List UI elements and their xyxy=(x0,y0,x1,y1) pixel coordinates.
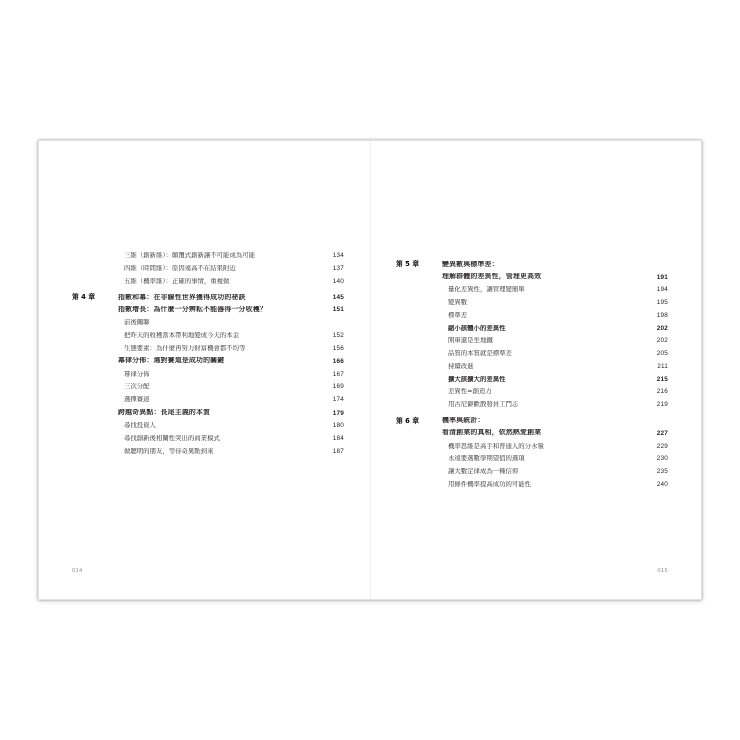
toc-row xyxy=(72,435,344,442)
toc-entry-title: 差異性=創造力 xyxy=(448,388,492,396)
toc-row xyxy=(396,363,668,370)
toc-row xyxy=(72,396,344,403)
toc-row xyxy=(396,417,668,425)
toc-row xyxy=(396,286,668,293)
toc-row xyxy=(396,455,668,462)
toc-row xyxy=(396,312,668,319)
toc-entry-title: 尋找創新後相關性突出的商業模式 xyxy=(124,435,220,443)
toc-entry-page-number: 202 xyxy=(656,324,668,332)
toc-entry-page-number: 180 xyxy=(332,422,344,430)
toc-chapter-label: 第 5 章 xyxy=(396,260,420,269)
toc-entry-page-number: 137 xyxy=(332,264,344,272)
toc-entry-page-number: 166 xyxy=(332,357,344,365)
toc-entry-title: 跨越奇異點：長尾主義的本質 xyxy=(118,408,211,416)
toc-entry-page-number: 235 xyxy=(656,468,668,476)
toc-entry-title: 三次分配 xyxy=(124,383,150,391)
toc-entry-title: 用條件機率提高成功的可能性 xyxy=(448,480,532,488)
spread-gutter xyxy=(370,141,371,599)
toc-row xyxy=(396,273,668,281)
toc-row xyxy=(72,332,344,339)
toc-entry-title: 四維（時間維）：原因遠高不在結果附近 xyxy=(124,264,236,272)
toc-row xyxy=(72,252,344,259)
toc-row xyxy=(396,325,668,332)
toc-entry-title: 三維（創新維）：顛覆式創新讓不可能成為可能 xyxy=(124,252,256,259)
toc-entry-title: 品質的本質就是標準差 xyxy=(448,350,512,358)
toc-entry-title: 擴大該擴大的差異性 xyxy=(448,375,506,383)
toc-entry-page-number: 216 xyxy=(656,388,668,396)
toc-row xyxy=(396,350,668,357)
toc-row xyxy=(396,481,668,488)
toc-row xyxy=(72,319,344,326)
toc-entry-title: 機率與統計： xyxy=(442,417,485,425)
toc-entry-title: 機率思維是高手和普通人的分水嶺 xyxy=(448,442,544,450)
toc-entry-page-number: 169 xyxy=(332,383,344,391)
toc-entry-page-number: 167 xyxy=(332,370,344,378)
toc-entry-title: 變異數與標準差： xyxy=(442,261,499,268)
toc-entry-page-number: 145 xyxy=(332,294,344,302)
toc-row xyxy=(396,261,668,269)
toc-entry-page-number: 198 xyxy=(656,311,668,319)
toc-row xyxy=(72,294,344,302)
toc-page-left xyxy=(38,140,370,600)
toc-row xyxy=(72,383,344,390)
toc-entry-page-number: 179 xyxy=(332,409,344,417)
toc-page-right xyxy=(370,140,702,600)
toc-entry-page-number: 191 xyxy=(656,273,668,281)
toc-entry-page-number: 174 xyxy=(332,396,344,404)
toc-entry-title: 指數和冪：在非線性世界獲得成功的祕訣 xyxy=(118,293,246,301)
toc-entry-title: 縮小該體小的差異性 xyxy=(448,324,506,332)
toc-row xyxy=(72,357,344,365)
page-number-left: 014 xyxy=(72,568,83,574)
toc-entry-page-number: 219 xyxy=(656,401,668,409)
toc-row xyxy=(396,443,668,450)
toc-entry-page-number: 227 xyxy=(656,429,668,437)
toc-row xyxy=(396,429,668,437)
toc-row xyxy=(72,345,344,352)
toc-entry-page-number: 229 xyxy=(656,442,668,450)
toc-entry-title: 開車還是坐地鐵 xyxy=(448,337,493,345)
toc-entry-title: 前後關聯 xyxy=(124,319,150,327)
toc-entry-page-number: 195 xyxy=(656,299,668,307)
toc-row xyxy=(72,422,344,429)
toc-entry-page-number: 240 xyxy=(656,480,668,488)
toc-row xyxy=(396,388,668,395)
toc-entry-title: 五維（機率維）：正確的事情，重複做 xyxy=(124,277,230,285)
toc-entry-title: 量化差異性，讓管理變簡單 xyxy=(448,286,525,294)
toc-entry-page-number: 230 xyxy=(656,455,668,463)
toc-entry-page-number: 187 xyxy=(332,447,344,455)
toc-entry-title: 讓大數定律成為一種信仰 xyxy=(448,468,519,476)
toc-entry-page-number: 152 xyxy=(332,331,344,339)
toc-row xyxy=(72,306,344,314)
toc-entry-page-number: 151 xyxy=(332,306,344,314)
toc-chapter-label: 第 4 章 xyxy=(72,292,96,301)
toc-entry-page-number: 211 xyxy=(657,362,668,370)
toc-row xyxy=(72,448,344,455)
toc-entry-page-number: 194 xyxy=(656,286,668,294)
toc-row xyxy=(72,278,344,285)
toc-entry-title: 尋找投資人 xyxy=(124,422,156,430)
toc-entry-page-number: 140 xyxy=(332,277,344,285)
toc-row xyxy=(396,337,668,344)
toc-entry-title: 生態要素：為什麼再努力財富機會都不均等 xyxy=(124,344,246,352)
toc-entry-page-number: 184 xyxy=(332,435,344,443)
toc-entry-title: 永遠要選數學期望值的選項 xyxy=(448,455,525,463)
toc-entry-title: 看清創業的真相，依然熱愛創業 xyxy=(442,429,542,437)
toc-row xyxy=(396,376,668,383)
toc-row xyxy=(396,299,668,306)
toc-row xyxy=(72,371,344,378)
toc-entry-title: 標準差 xyxy=(448,311,468,319)
toc-entry-title: 指數增長：為什麼一分辨耘不能器得一分收穫？ xyxy=(118,305,267,313)
toc-entry-page-number: 215 xyxy=(656,375,668,383)
toc-entry-title: 持續改進 xyxy=(448,362,474,370)
toc-entry-page-number: 134 xyxy=(332,252,344,259)
toc-row xyxy=(72,265,344,272)
toc-entry-page-number: 202 xyxy=(656,337,668,345)
toc-entry-list-left xyxy=(72,252,344,461)
toc-row xyxy=(396,468,668,475)
toc-entry-list-right xyxy=(396,252,668,494)
page-number-right: 015 xyxy=(657,568,668,574)
toc-entry-title: 選擇賽道 xyxy=(124,396,150,404)
toc-entry-title: 理解群體的差異性，管理更高效 xyxy=(442,272,542,280)
toc-entry-page-number: 205 xyxy=(656,350,668,358)
toc-entry-title: 做聰明的朋友，等待奇異點到來 xyxy=(124,447,214,455)
toc-entry-title: 幂律分佈 xyxy=(124,370,150,378)
toc-row xyxy=(396,401,668,408)
toc-chapter-label: 第 6 章 xyxy=(396,416,420,425)
toc-entry-title: 用古尼僻歡散發員工鬥志 xyxy=(448,401,519,409)
toc-row xyxy=(72,409,344,417)
toc-entry-title: 冪律分佈：選對賽道是成功的關鍵 xyxy=(118,357,225,365)
toc-entry-title: 把昨天的收穫當本帶利地變成今天的本金 xyxy=(124,331,240,339)
toc-entry-title: 變異數 xyxy=(448,299,468,307)
toc-entry-page-number: 156 xyxy=(332,344,344,352)
